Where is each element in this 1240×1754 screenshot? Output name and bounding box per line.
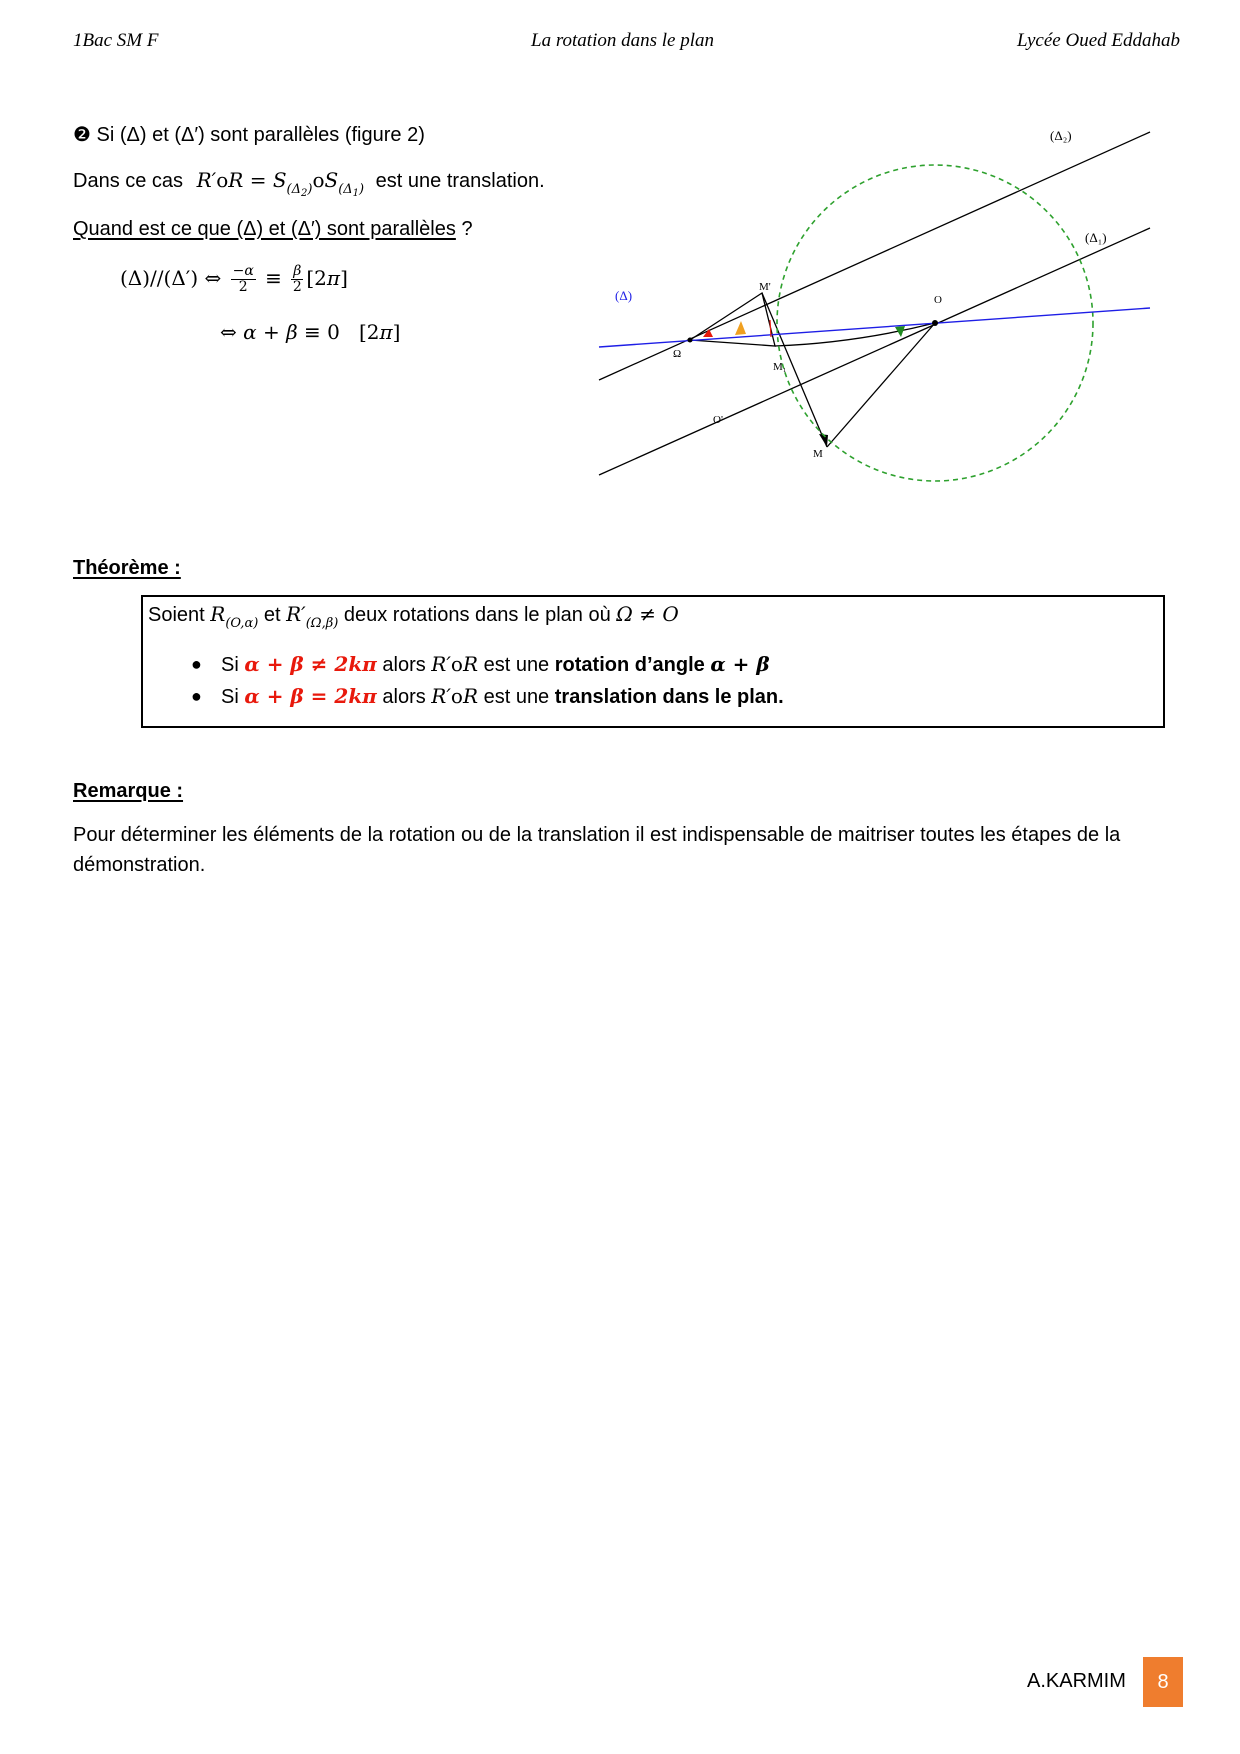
case2-heading [73, 122, 425, 147]
segment-m-o [827, 323, 935, 447]
line-delta [599, 308, 1150, 347]
label-o-prime: O' [713, 414, 723, 426]
label-delta1: (Δ₁) [1085, 230, 1107, 245]
point-o [932, 320, 938, 326]
composition-formula: $R'oR = S_{(\Delta_2)}oS_{(\Delta_1)}$ [196, 168, 365, 199]
label-m1: M₁ [773, 361, 787, 373]
label-o: O [934, 294, 942, 306]
header-right: Lycée Oued Eddahab [1017, 30, 1180, 51]
header-center: La rotation dans le plan [531, 30, 714, 51]
question-line: Quand est ce que (Δ) et (Δ′) sont parallèles ? [73, 218, 473, 240]
theorem-bullet-translation: Si α + β = 2kπ alors R′oR est une translation dans le plan. [221, 684, 784, 708]
remark-title: Remarque : [73, 780, 184, 802]
theorem-title: Théorème : [73, 557, 181, 579]
number-2-icon: ❷ [73, 124, 91, 146]
remark-line-2: démonstration. [73, 854, 206, 876]
parallel-equivalence: (Δ)//(Δ′) ⇔ $\frac{-\alpha}{2}$ ≡ $\frac{\beta}{2}$ [2π] [120, 263, 348, 295]
label-omega: Ω [673, 348, 682, 360]
page-number: 8 [1143, 1657, 1183, 1707]
label-m-prime: M' [759, 281, 771, 293]
line-delta2 [599, 132, 1150, 380]
header-left: 1Bac SM F [73, 30, 159, 51]
orange-angle-mark [735, 321, 746, 335]
case2-text: Si (Δ) et (Δ′) sont parallèles (figure 2) [96, 124, 425, 146]
label-m: M [813, 448, 823, 460]
theorem-intro: Soient $R_{(O,\alpha)}$ et $R'_{(\Omega,\beta)}$ deux rotations dans le plan où Ω ≠ O [148, 602, 679, 631]
question-text: Quand est ce que (Δ) et (Δ′) sont parallèles [73, 218, 456, 240]
label-delta2: (Δ₂) [1050, 128, 1072, 143]
bullet-dot-icon: ● [191, 654, 202, 674]
theorem-box [141, 595, 1165, 728]
label-delta: (Δ) [615, 288, 633, 303]
figure-2 [595, 125, 1170, 490]
footer-author: A.KARMIM [1027, 1670, 1126, 1692]
theorem-bullet-rotation: Si α + β ≠ 2kπ alors R′oR est une rotation d’angle α + β [221, 652, 770, 676]
remark-line-1: Pour déterminer les éléments de la rotation ou de la translation il est indispensable de maitriser toutes les étapes de la [73, 824, 1121, 846]
translation-line: Dans ce cas $R'oR = S_{(\Delta_2)}oS_{(\Delta_1)}$ est une translation. [73, 168, 545, 199]
line-delta1 [599, 228, 1150, 475]
point-omega [688, 338, 693, 343]
angle-sum-equivalence: ⇔ α + β ≡ 0 [2π] [220, 320, 401, 344]
segment-mprime-m [762, 293, 827, 447]
bullet-dot-icon: ● [191, 686, 202, 706]
